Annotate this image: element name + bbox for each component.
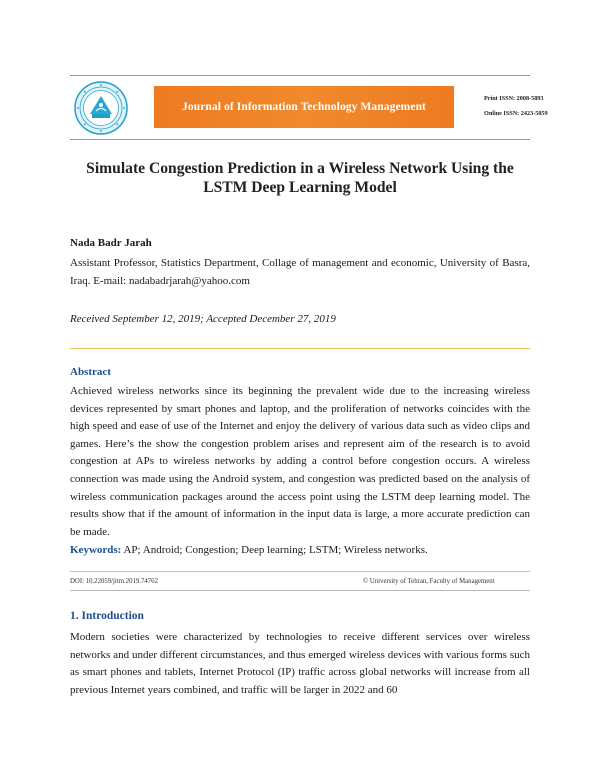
doi-text: DOI: 10.22059/jitm.2019.74762 — [70, 578, 158, 585]
header-top-rule — [70, 75, 530, 76]
introduction-heading: 1. Introduction — [70, 610, 144, 622]
author-affiliation: Assistant Professor, Statistics Department, Collage of management and economic, University of Basra, Iraq. E-mail: nadabadrjarah@yahoo.com — [70, 257, 530, 287]
keywords-bottom-rule — [70, 571, 530, 572]
abstract-top-rule — [70, 348, 530, 349]
keywords-line — [70, 544, 428, 556]
header-bottom-rule — [70, 139, 530, 140]
article-title: Simulate Congestion Prediction in a Wireless Network Using the LSTM Deep Learning Model — [86, 160, 514, 196]
copyright-text: © University of Tehran, Faculty of Management — [363, 578, 495, 585]
print-issn: Print ISSN: 2008-5893 — [484, 95, 544, 102]
abstract-heading: Abstract — [70, 366, 111, 378]
keywords-label: Keywords: — [70, 544, 122, 556]
university-of-tehran-logo-icon — [74, 81, 128, 135]
keywords-text: AP; Android; Congestion; Deep learning; LSTM; Wireless networks. — [123, 544, 428, 556]
online-issn: Online ISSN: 2423-5059 — [484, 110, 548, 117]
journal-name: Journal of Information Technology Management — [182, 101, 426, 113]
author-name: Nada Badr Jarah — [70, 237, 152, 249]
journal-banner — [154, 86, 454, 128]
received-accepted-dates: Received September 12, 2019; Accepted December 27, 2019 — [70, 313, 336, 325]
abstract-text: Achieved wireless networks since its beginning the prevalent wide due to the increasing wireless devices represented by smart phones and laptop, and the proliferation of networks coincides with the high speed and ease of use of the Internet and enjoy the delivery of various data such as video clips and games. Here’s the show the congestion problem arises and represent aim of the research is to avoid congestion at APs to wireless networks by adding a control before congestion occurs. A wireless connection was made using the Android system, and congestion was predicted based on the analysis of wireless communication packages around the access point using the LSTM deep learning model. The results show that if the amount of information in the input data is large, a more accurate prediction can be made. — [70, 385, 530, 538]
meta-bottom-rule — [70, 590, 530, 591]
introduction-text: Modern societies were characterized by technologies to receive different services over wireless networks and under different circumstances, and thus emerged wireless devices with various forms such as smart phones and tablets, Internet Protocol (IP) traffic across global networks will increase from all previous Internet years combined, and traffic will be larger in 2022 and 60 — [70, 631, 530, 696]
